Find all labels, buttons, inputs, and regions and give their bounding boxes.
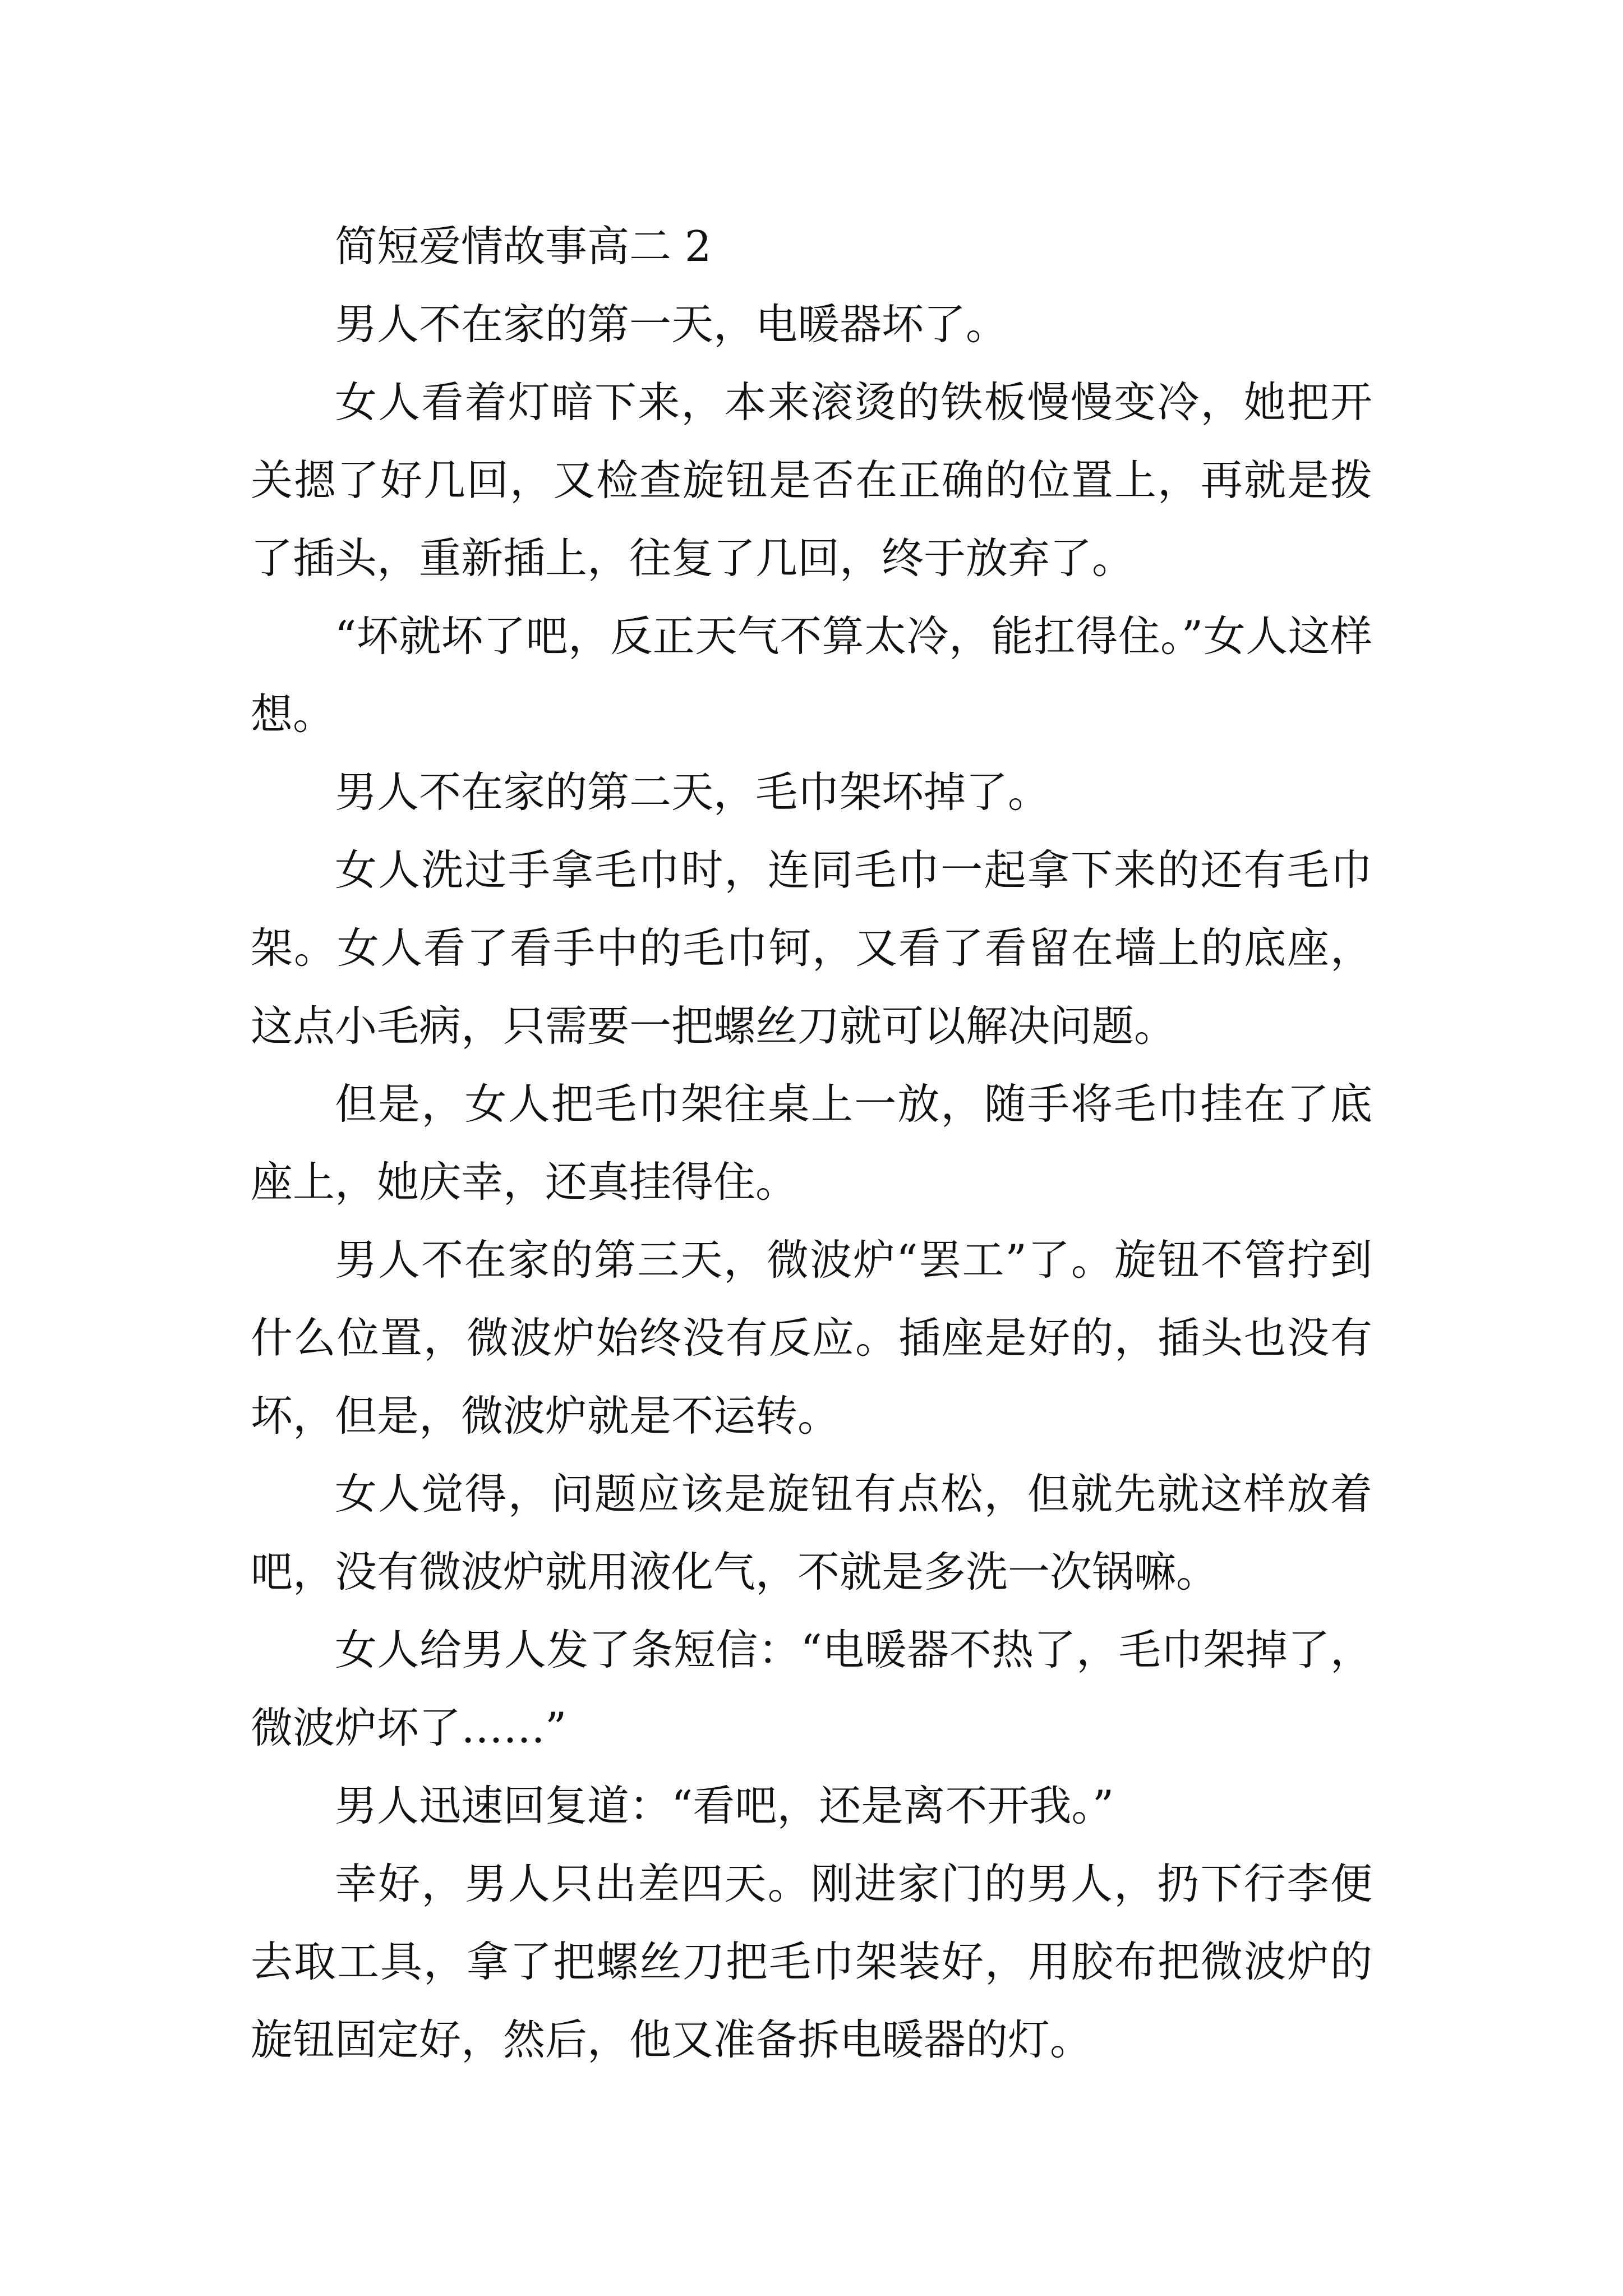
paragraph-9: 女人给男人发了条短信：“电暖器不热了，毛巾架掉了，微波炉坏了……”: [251, 1625, 1372, 1752]
document-title: 简短爱情故事高二 2: [335, 222, 712, 271]
paragraph-8: 女人觉得，问题应该是旋钮有点松，但就先就这样放着吧，没有微波炉就用液化气，不就是多洗一次锅嘛。: [251, 1469, 1372, 1596]
paragraph-4: 男人不在家的第二天，毛巾架坏掉了。: [335, 767, 1050, 817]
paragraph-11: 幸好，男人只出差四天。刚进家门的男人，扔下行李便去取工具，拿了把螺丝刀把毛巾架装好，用胶布把微波炉的旋钮固定好，然后，他又准备拆电暖器的灯。: [251, 1859, 1372, 2064]
paragraph-6: 但是，女人把毛巾架往桌上一放，随手将毛巾挂在了底座上，她庆幸，还真挂得住。: [251, 1079, 1372, 1207]
document-body: [251, 208, 1372, 2079]
paragraph-3: “坏就坏了吧，反正天气不算太冷，能扛得住。”女人这样想。: [251, 611, 1372, 739]
paragraph-10: 男人迅速回复道：“看吧，还是离不开我。”: [335, 1781, 1114, 1830]
paragraph-2: 女人看着灯暗下来，本来滚烫的铁板慢慢变冷，她把开关摁了好几回，又检查旋钮是否在正确的位置上，再就是拨了插头，重新插上，往复了几回，终于放弃了。: [251, 378, 1372, 583]
paragraph-7: 男人不在家的第三天，微波炉“罢工”了。旋钮不管拧到什么位置，微波炉始终没有反应。插座是好的，插头也没有坏，但是，微波炉就是不运转。: [251, 1235, 1372, 1441]
paragraph-1: 男人不在家的第一天，电暖器坏了。: [335, 300, 1008, 349]
paragraph-5: 女人洗过手拿毛巾时，连同毛巾一起拿下来的还有毛巾架。女人看了看手中的毛巾钶，又看了看留在墙上的底座，这点小毛病，只需要一把螺丝刀就可以解决问题。: [251, 845, 1372, 1051]
